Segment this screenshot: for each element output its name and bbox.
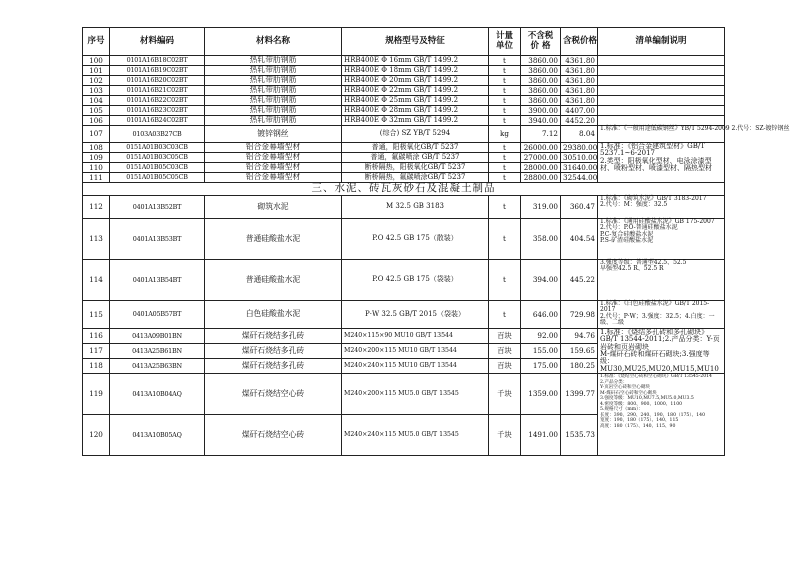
table-row [83, 143, 725, 153]
cell-code: 0413A25B63BN [110, 359, 205, 374]
cell-code: 0101A16B21C02BT [110, 86, 205, 96]
cell-name: 铝合金幕墙型材 [205, 163, 342, 173]
cell-name: 煤矸石烧结多孔砖 [205, 359, 342, 374]
table-row [83, 301, 725, 329]
cell-price-ex: 3860.00 [521, 86, 561, 96]
cell-no: 104 [83, 96, 110, 106]
cell-price-in: 94.76 [561, 329, 598, 344]
cell-spec: P.O 42.5 GB 175（袋装） [342, 260, 489, 301]
cell-no: 100 [83, 56, 110, 66]
cell-no: 103 [83, 86, 110, 96]
cell-name: 煤矸石烧结多孔砖 [205, 329, 342, 344]
table-row [83, 116, 725, 126]
cell-note: 1.标准：《一般用途低碳钢丝》YB/T 5294-2009 2.代号：SZ-镀锌钢丝 [598, 126, 725, 143]
cell-unit: kg [489, 126, 521, 143]
cell-spec: M240×240×115 MU10 GB/T 13544 [342, 359, 489, 374]
cell-name: 热轧带肋钢筋 [205, 76, 342, 86]
cell-code: 0151A01B05C03CB [110, 163, 205, 173]
cell-note [598, 76, 725, 86]
cell-spec: M240×240×115 MU5.0 GB/T 13545 [342, 415, 489, 456]
cell-code: 0401A13B53BT [110, 219, 205, 260]
cell-unit: t [489, 219, 521, 260]
table-row [83, 86, 725, 96]
cell-price-ex: 394.00 [521, 260, 561, 301]
cell-price-ex: 155.00 [521, 344, 561, 359]
cell-name: 热轧带肋钢筋 [205, 86, 342, 96]
cell-name: 铝合金幕墙型材 [205, 173, 342, 183]
cell-code: 0401A13B54BT [110, 260, 205, 301]
header-code: 材料编码 [110, 28, 205, 56]
cell-spec: HRB400E Φ 28mm GB/T 1499.2 [342, 106, 489, 116]
cell-price-in: 4361.80 [561, 86, 598, 96]
table-row [83, 374, 725, 415]
cell-price-in: 180.25 [561, 359, 598, 374]
cell-code: 0151A01B03C05CB [110, 153, 205, 163]
cell-spec: HRB400E Φ 20mm GB/T 1499.2 [342, 76, 489, 86]
cell-unit: t [489, 173, 521, 183]
cell-unit: 百块 [489, 344, 521, 359]
cell-price-ex: 28000.00 [521, 163, 561, 173]
material-price-table [82, 27, 790, 456]
cell-price-ex: 92.00 [521, 329, 561, 344]
cell-spec: HRB400E Φ 25mm GB/T 1499.2 [342, 96, 489, 106]
cell-code: 0151A01B05C05CB [110, 173, 205, 183]
cell-price-in: 30510.00 [561, 153, 598, 163]
cell-unit: t [489, 163, 521, 173]
cell-no: 110 [83, 163, 110, 173]
cell-no: 111 [83, 173, 110, 183]
table-row [83, 56, 725, 66]
cell-price-ex: 3860.00 [521, 96, 561, 106]
header-price-in: 含税价格 [561, 28, 598, 56]
cell-price-in: 31640.00 [561, 163, 598, 173]
cell-unit: t [489, 56, 521, 66]
cell-note: 3.强度等级：普通型42.5、52.5 早强型42.5 R、52.5 R [598, 260, 725, 301]
cell-spec: HRB400E Φ 16mm GB/T 1499.2 [342, 56, 489, 66]
cell-unit: t [489, 143, 521, 153]
cell-price-in: 4361.80 [561, 76, 598, 86]
header-price-ex: 不含税 价 格 [521, 28, 561, 56]
cell-price-ex: 3860.00 [521, 66, 561, 76]
cell-spec: 普通，氟碳喷涂 GB/T 5237 [342, 153, 489, 163]
cell-price-ex: 27000.00 [521, 153, 561, 163]
cell-unit: 百块 [489, 359, 521, 374]
cell-price-ex: 26000.00 [521, 143, 561, 153]
cell-code: 0101A16B20C02BT [110, 76, 205, 86]
cell-code: 0101A16B19C02BT [110, 66, 205, 76]
table-row [83, 196, 725, 219]
cell-price-in: 4361.80 [561, 56, 598, 66]
cell-note [598, 86, 725, 96]
cell-note: 1.标准：《烧结多孔砖和多孔砌块》GB/T 13544-2011;2.产品分类：Y-页岩砖和页岩砌块 M-煤矸石砖和煤矸石砌块;3.强度等级：MU30,MU25,MU20,MU15,MU10 [598, 329, 725, 374]
cell-no: 119 [83, 374, 110, 415]
cell-spec: P·W 32.5 GB/T 2015（袋装） [342, 301, 489, 329]
cell-unit: t [489, 86, 521, 96]
header-unit: 计量 单位 [489, 28, 521, 56]
cell-no: 114 [83, 260, 110, 301]
cell-price-ex: 3860.00 [521, 76, 561, 86]
cell-price-in: 29380.00 [561, 143, 598, 153]
cell-price-ex: 175.00 [521, 359, 561, 374]
cell-code: 0413A25B61BN [110, 344, 205, 359]
section-row [83, 183, 725, 196]
cell-no: 113 [83, 219, 110, 260]
cell-name: 普通硅酸盐水泥 [205, 260, 342, 301]
cell-note [598, 96, 725, 106]
cell-note [598, 66, 725, 76]
cell-unit: t [489, 116, 521, 126]
cell-code: 0101A16B22C02BT [110, 96, 205, 106]
cell-unit: t [489, 66, 521, 76]
cell-name: 热轧带肋钢筋 [205, 106, 342, 116]
cell-unit: 千块 [489, 374, 521, 415]
cell-no: 107 [83, 126, 110, 143]
cell-unit: t [489, 196, 521, 219]
cell-unit: t [489, 260, 521, 301]
cell-spec: 普通，阳极氧化GB/T 5237 [342, 143, 489, 153]
cell-spec: HRB400E Φ 18mm GB/T 1499.2 [342, 66, 489, 76]
cell-name: 热轧带肋钢筋 [205, 66, 342, 76]
cell-price-in: 445.22 [561, 260, 598, 301]
cell-spec: M240×200×115 MU5.0 GB/T 13545 [342, 374, 489, 415]
cell-code: 0101A16B24C02BT [110, 116, 205, 126]
cell-unit: 千块 [489, 415, 521, 456]
cell-code: 0101A16B23C02BT [110, 106, 205, 116]
cell-no: 102 [83, 76, 110, 86]
table-row [83, 66, 725, 76]
cell-price-in: 1399.77 [561, 374, 598, 415]
cell-unit: 百块 [489, 329, 521, 344]
cell-unit: t [489, 106, 521, 116]
cell-no: 105 [83, 106, 110, 116]
cell-note [598, 56, 725, 66]
cell-spec: HRB400E Φ 32mm GB/T 1499.2 [342, 116, 489, 126]
cell-price-in: 4361.80 [561, 66, 598, 76]
cell-price-ex: 1491.00 [521, 415, 561, 456]
cell-name: 煤矸石烧结空心砖 [205, 374, 342, 415]
cell-price-in: 4407.00 [561, 106, 598, 116]
cell-spec: M240×200×115 MU10 GB/T 13544 [342, 344, 489, 359]
cell-price-in: 4452.20 [561, 116, 598, 126]
cell-no: 108 [83, 143, 110, 153]
cell-spec: 断桥隔热，氟碳喷涂GB/T 5237 [342, 173, 489, 183]
table-row [83, 96, 725, 106]
cell-note: 1.标准：《通用硅酸盐水泥》GB 175-2007 2.代号：P.O-普通硅酸盐水泥 P.C-复合硅酸盐水泥 P.S-矿渣硅酸盐水泥 [598, 219, 725, 260]
cell-spec: (综合) SZ YB/T 5294 [342, 126, 489, 143]
cell-code: 0151A01B03C03CB [110, 143, 205, 153]
cell-no: 112 [83, 196, 110, 219]
cell-price-in: 360.47 [561, 196, 598, 219]
cell-spec: HRB400E Φ 22mm GB/T 1499.2 [342, 86, 489, 96]
cell-unit: t [489, 76, 521, 86]
cell-code: 0413A10B05AQ [110, 415, 205, 456]
cell-price-ex: 7.12 [521, 126, 561, 143]
cell-no: 101 [83, 66, 110, 76]
cell-note [598, 106, 725, 116]
cell-price-in: 729.98 [561, 301, 598, 329]
cell-no: 117 [83, 344, 110, 359]
cell-spec: M240×115×90 MU10 GB/T 13544 [342, 329, 489, 344]
cell-price-ex: 646.00 [521, 301, 561, 329]
cell-name: 热轧带肋钢筋 [205, 116, 342, 126]
cell-note: 1.标准：《白色硅酸盐水泥》GB/T 2015-2017 2.代号：P·W；3.强度：32.5；4.白度：一级、二级 [598, 301, 725, 329]
table-row [83, 219, 725, 260]
cell-price-ex: 3900.00 [521, 106, 561, 116]
cell-price-in: 4361.80 [561, 96, 598, 106]
cell-code: 0401A05B57BT [110, 301, 205, 329]
cell-unit: t [489, 301, 521, 329]
cell-no: 109 [83, 153, 110, 163]
cell-unit: t [489, 96, 521, 106]
price-sheet [82, 27, 790, 456]
cell-name: 白色硅酸盐水泥 [205, 301, 342, 329]
cell-spec: P.O 42.5 GB 175（散装） [342, 219, 489, 260]
cell-price-ex: 1359.00 [521, 374, 561, 415]
cell-code: 0401A13B52BT [110, 196, 205, 219]
cell-name: 铝合金幕墙型材 [205, 143, 342, 153]
table-row [83, 260, 725, 301]
cell-note: 1.标准：《铝合金建筑型材》GB/T 5237.1~6-2017 2.类型：阳极氧化型材、电泳涂漆型材、喷粉型材、喷漆型材、隔热型材 [598, 143, 725, 183]
cell-no: 115 [83, 301, 110, 329]
cell-note: 1.标准：《烧结空心砖和空心砌块》GB/T 13545-2014 2.产品分类： Y-页岩空心砖和空心砌块 M-煤矸石空心砖和空心砌块 3.强度等级：MU10,MU7.5,MU5.0,MU3.5 4.密度等级：800、900、1000、1100 5.规格尺寸（mm）： 长度：390、290、240、190、180（175）、140 宽度：190、180（175）、140、115 高度：180（175）、140、115、90 [598, 374, 725, 456]
cell-name: 镀锌钢丝 [205, 126, 342, 143]
cell-note: 1.标准：《砌筑水泥》GB/T 3183-2017 2.代号：M：强度：32.5 [598, 196, 725, 219]
header-spec: 规格型号及特征 [342, 28, 489, 56]
cell-unit: t [489, 153, 521, 163]
cell-price-in: 404.54 [561, 219, 598, 260]
cell-name: 煤矸石烧结空心砖 [205, 415, 342, 456]
cell-spec: M 32.5 GB 3183 [342, 196, 489, 219]
table-header-row [83, 28, 725, 56]
cell-price-in: 1535.73 [561, 415, 598, 456]
cell-no: 116 [83, 329, 110, 344]
cell-price-ex: 3940.00 [521, 116, 561, 126]
cell-price-ex: 3860.00 [521, 56, 561, 66]
section-title: 三、水泥、砖瓦灰砂石及混凝土制品 [83, 183, 725, 196]
cell-price-ex: 319.00 [521, 196, 561, 219]
cell-note [598, 116, 725, 126]
cell-price-in: 8.04 [561, 126, 598, 143]
table-row [83, 126, 725, 143]
cell-code: 0103A03B27CB [110, 126, 205, 143]
cell-price-ex: 358.00 [521, 219, 561, 260]
cell-code: 0413A10B04AQ [110, 374, 205, 415]
cell-name: 砌筑水泥 [205, 196, 342, 219]
cell-name: 普通硅酸盐水泥 [205, 219, 342, 260]
table-row [83, 106, 725, 116]
table-row [83, 329, 725, 344]
cell-price-ex: 28800.00 [521, 173, 561, 183]
cell-code: 0413A09B01BN [110, 329, 205, 344]
cell-no: 120 [83, 415, 110, 456]
header-no: 序号 [83, 28, 110, 56]
header-name: 材料名称 [205, 28, 342, 56]
cell-no: 118 [83, 359, 110, 374]
cell-spec: 断桥隔热，阳极氧化GB/T 5237 [342, 163, 489, 173]
cell-price-in: 32544.00 [561, 173, 598, 183]
cell-price-in: 159.65 [561, 344, 598, 359]
cell-name: 铝合金幕墙型材 [205, 153, 342, 163]
cell-name: 热轧带肋钢筋 [205, 96, 342, 106]
header-note: 清单编制说明 [598, 28, 725, 56]
cell-name: 煤矸石烧结多孔砖 [205, 344, 342, 359]
table-row [83, 76, 725, 86]
cell-name: 热轧带肋钢筋 [205, 56, 342, 66]
cell-no: 106 [83, 116, 110, 126]
cell-code: 0101A16B18C02BT [110, 56, 205, 66]
